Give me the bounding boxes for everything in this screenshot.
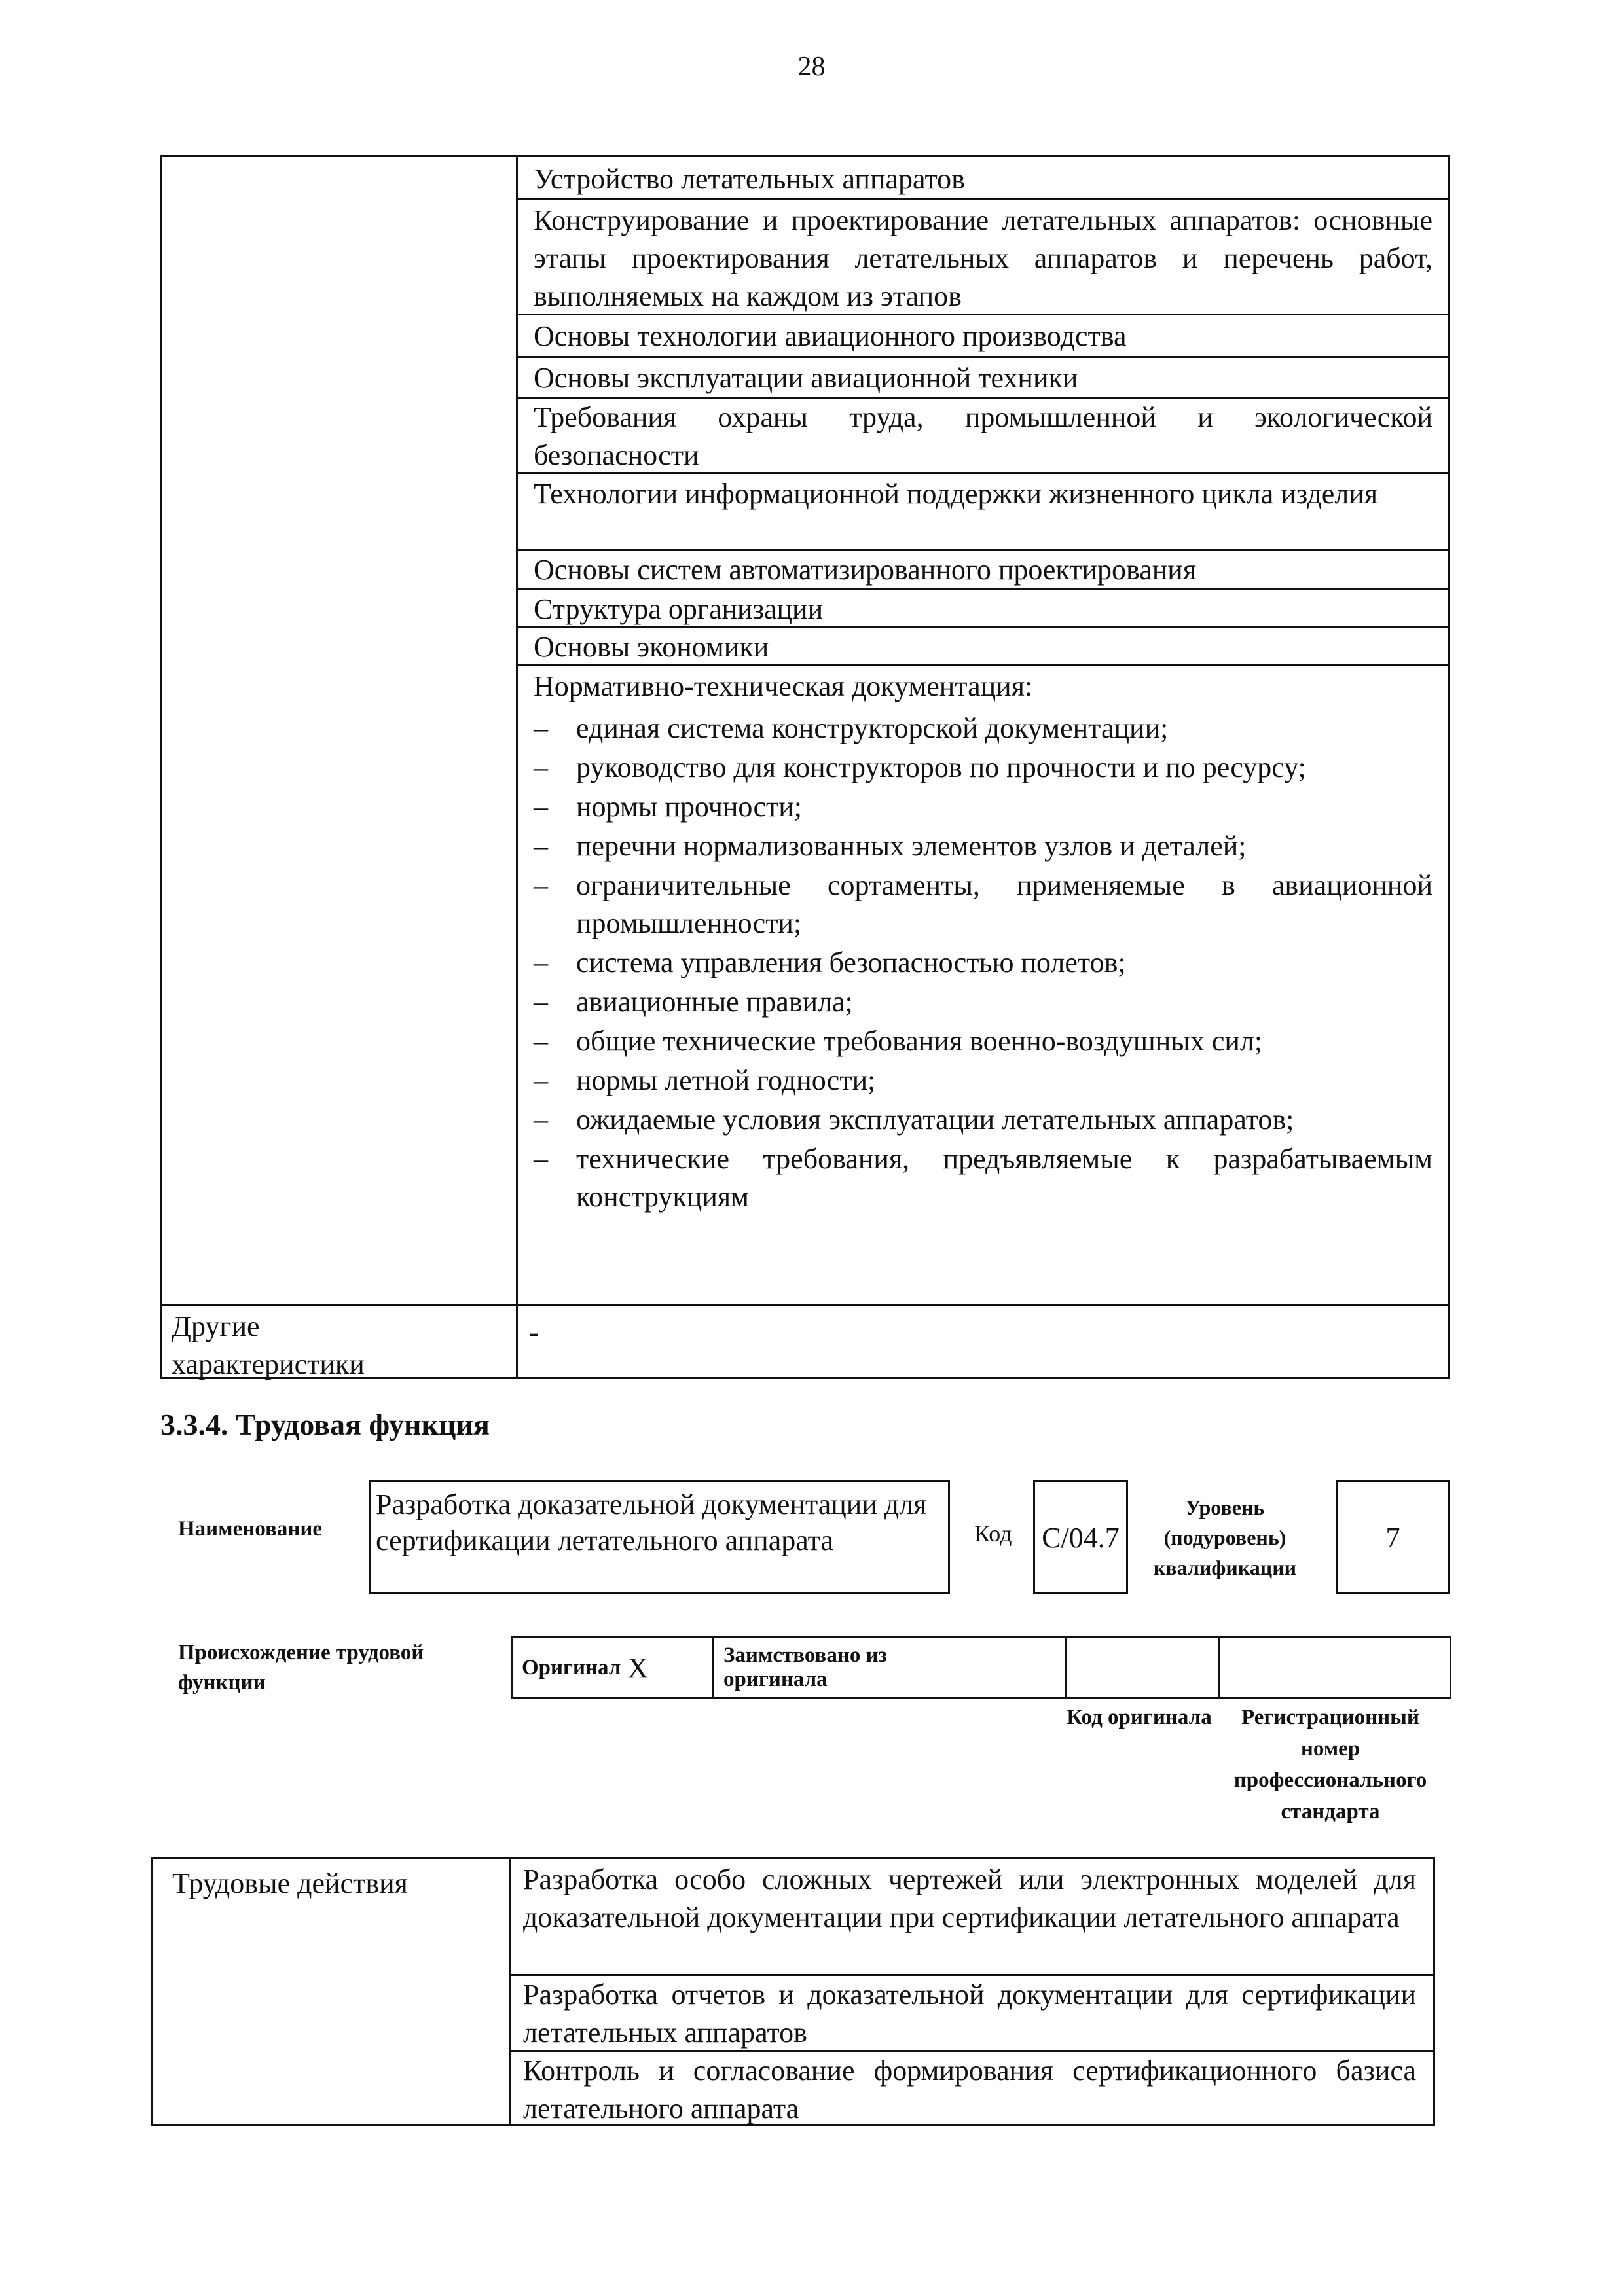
list-item: – ожидаемые условия эксплуатации летательных аппаратов; (576, 1101, 1432, 1139)
function-code-value: C/04.7 (1042, 1521, 1120, 1554)
registration-number-caption: Регистрационный номер профессионального стандарта (1233, 1706, 1427, 1823)
table-row: Разработка особо сложных чертежей или электронных моделей для доказательной документации при сертификации летательного аппарата (511, 1859, 1433, 1976)
labour-actions-label: Трудовые действия (172, 1867, 408, 1899)
function-name-value: Разработка доказательной документации для сертификации летательного аппарата (376, 1488, 927, 1556)
function-name-box (369, 1480, 950, 1594)
function-code-box (1033, 1480, 1128, 1594)
list-item: – нормы летной годности; (576, 1062, 1432, 1100)
cell-divider (1218, 1638, 1220, 1697)
name-label: Наименование (178, 1517, 322, 1541)
list-item: – система управления безопасностью полетов; (576, 944, 1432, 982)
other-characteristics-label: Другие характеристики (172, 1310, 365, 1380)
origin-label: Происхождение трудовой функции (178, 1641, 424, 1695)
origin-borrowed-label: Заимствовано из оригинала (723, 1643, 887, 1691)
section-heading: 3.3.4. Трудовая функция (160, 1408, 490, 1441)
qualification-level-box (1336, 1480, 1450, 1594)
qualification-level-value: 7 (1385, 1521, 1400, 1554)
list-item: – руководство для конструкторов по прочности и по ресурсу; (576, 749, 1432, 787)
knowledge-row: Структура организации (518, 590, 1448, 628)
origin-original-cell (522, 1638, 718, 1697)
knowledge-table (160, 155, 1450, 1379)
table-row: Контроль и согласование формирования сертификационного базиса летательного аппарата (523, 2054, 1416, 2125)
qualification-level-label: Уровень (подуровень) квалификации (1153, 1496, 1297, 1579)
origin-table (511, 1636, 1451, 1699)
normative-docs-title: Нормативно-техническая документация: (534, 670, 1033, 702)
cell-divider (1065, 1638, 1067, 1697)
original-code-caption: Код оригинала (1067, 1706, 1212, 1729)
knowledge-row: Технологии информационной поддержки жизненного цикла изделия (518, 474, 1448, 551)
knowledge-row: Конструирование и проектирование летательных аппаратов: основные этапы проектирования летательных аппаратов и перечень работ, выполняемых на каждом из этапов (518, 200, 1448, 315)
list-item: – ограничительные сортаменты, применяемые в авиационной промышленности; (576, 867, 1432, 942)
page-number: 28 (797, 52, 826, 82)
knowledge-row: Основы технологии авиационного производства (518, 315, 1448, 358)
code-label: Код (974, 1520, 1012, 1547)
normative-docs-cell (518, 666, 1448, 1304)
list-item: – технические требования, предъявляемые к разрабатываемым конструкциям (576, 1140, 1432, 1216)
knowledge-row: Основы систем автоматизированного проектирования (518, 551, 1448, 590)
cell-divider (712, 1638, 714, 1697)
list-item: – нормы прочности; (576, 788, 1432, 826)
table-row-separator (162, 1304, 1448, 1306)
labour-actions-table (151, 1857, 1435, 2126)
origin-original-label: Оригинал (522, 1655, 621, 1679)
table-row: Разработка отчетов и доказательной документации для сертификации летательных аппаратов (511, 1976, 1433, 2052)
origin-original-mark: X (627, 1651, 649, 1684)
knowledge-row: Требования охраны труда, промышленной и экологической безопасности (518, 399, 1448, 474)
list-item: – перечни нормализованных элементов узлов и деталей; (576, 827, 1432, 865)
list-item: – единая система конструкторской документации; (576, 709, 1432, 747)
other-characteristics-value: - (529, 1316, 539, 1348)
list-item: – общие технические требования военно-воздушных сил; (576, 1022, 1432, 1060)
knowledge-row: Устройство летательных аппаратов (518, 157, 1448, 200)
list-item: – авиационные правила; (576, 983, 1432, 1021)
normative-docs-list (534, 709, 1432, 1216)
knowledge-row: Основы экономики (518, 628, 1448, 666)
knowledge-row: Основы эксплуатации авиационной техники (518, 358, 1448, 399)
